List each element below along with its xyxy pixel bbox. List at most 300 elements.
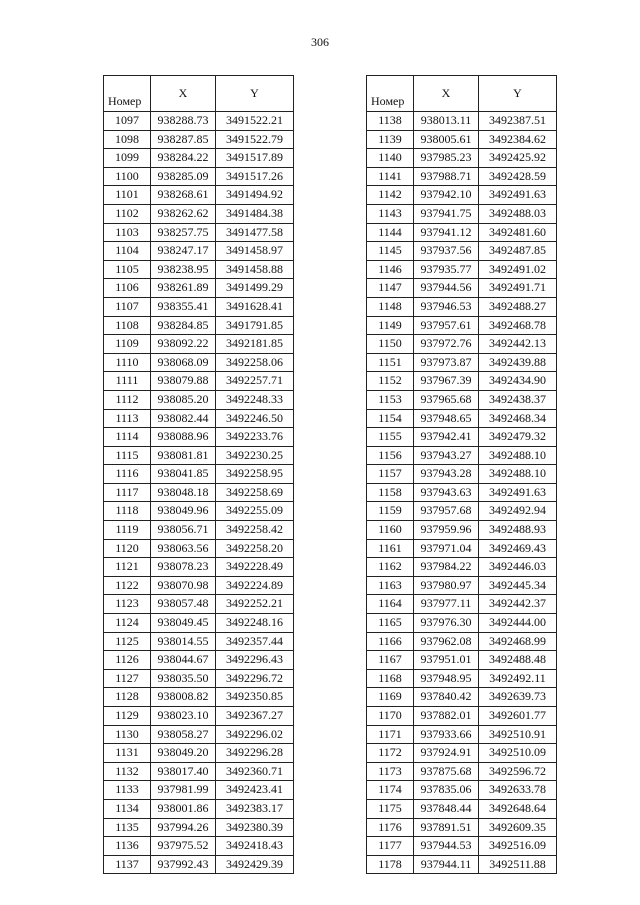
cell-y: 3492246.50 — [216, 409, 294, 428]
cell-number: 1106 — [104, 279, 151, 298]
cell-x: 937977.11 — [414, 595, 479, 614]
cell-x: 938079.88 — [151, 372, 216, 391]
cell-number: 1149 — [367, 316, 414, 335]
cell-y: 3492296.72 — [216, 669, 294, 688]
cell-x: 937967.39 — [414, 372, 479, 391]
cell-number: 1148 — [367, 297, 414, 316]
table-row — [367, 818, 557, 837]
cell-y: 3492442.13 — [479, 335, 557, 354]
cell-number: 1178 — [367, 855, 414, 874]
cell-x: 937965.68 — [414, 390, 479, 409]
cell-number: 1130 — [104, 725, 151, 744]
cell-y: 3491458.88 — [216, 260, 294, 279]
table-row — [104, 335, 294, 354]
cell-number: 1111 — [104, 372, 151, 391]
cell-number: 1121 — [104, 558, 151, 577]
table-row — [367, 632, 557, 651]
cell-y: 3492445.34 — [479, 576, 557, 595]
table-row — [104, 167, 294, 186]
cell-y: 3492181.85 — [216, 335, 294, 354]
table-row — [104, 483, 294, 502]
cell-y: 3492446.03 — [479, 558, 557, 577]
cell-y: 3492444.00 — [479, 614, 557, 633]
cell-y: 3492510.91 — [479, 725, 557, 744]
cell-x: 938268.61 — [151, 186, 216, 205]
table-row — [104, 149, 294, 168]
table-row — [104, 799, 294, 818]
column-header-x: X — [151, 76, 216, 112]
cell-y: 3492296.43 — [216, 651, 294, 670]
cell-x: 938005.61 — [414, 130, 479, 149]
cell-number: 1160 — [367, 521, 414, 540]
cell-number: 1131 — [104, 744, 151, 763]
table-row — [367, 149, 557, 168]
cell-x: 938014.55 — [151, 632, 216, 651]
table-row — [104, 688, 294, 707]
cell-number: 1140 — [367, 149, 414, 168]
table-row — [367, 762, 557, 781]
cell-y: 3492439.88 — [479, 353, 557, 372]
cell-number: 1128 — [104, 688, 151, 707]
cell-x: 938247.17 — [151, 242, 216, 261]
cell-x: 937944.53 — [414, 837, 479, 856]
cell-number: 1142 — [367, 186, 414, 205]
cell-x: 938056.71 — [151, 521, 216, 540]
cell-number: 1119 — [104, 521, 151, 540]
column-header-y: Y — [479, 76, 557, 112]
cell-y: 3492428.59 — [479, 167, 557, 186]
cell-y: 3492511.88 — [479, 855, 557, 874]
cell-y: 3491477.58 — [216, 223, 294, 242]
cell-y: 3492468.78 — [479, 316, 557, 335]
table-row — [367, 428, 557, 447]
cell-number: 1141 — [367, 167, 414, 186]
table-row — [104, 409, 294, 428]
cell-x: 938081.81 — [151, 446, 216, 465]
table-row — [104, 297, 294, 316]
table-row — [367, 483, 557, 502]
table-row — [104, 465, 294, 484]
cell-y: 3491522.21 — [216, 112, 294, 131]
table-row — [367, 409, 557, 428]
cell-x: 938008.82 — [151, 688, 216, 707]
cell-x: 937988.71 — [414, 167, 479, 186]
cell-y: 3492492.94 — [479, 502, 557, 521]
table-row — [104, 223, 294, 242]
cell-x: 938013.11 — [414, 112, 479, 131]
table-row — [104, 725, 294, 744]
table-row — [104, 762, 294, 781]
cell-y: 3492255.09 — [216, 502, 294, 521]
table-row — [367, 260, 557, 279]
cell-x: 938017.40 — [151, 762, 216, 781]
table-row — [104, 576, 294, 595]
cell-x: 937941.12 — [414, 223, 479, 242]
cell-x: 937941.75 — [414, 204, 479, 223]
cell-y: 3491628.41 — [216, 297, 294, 316]
cell-number: 1115 — [104, 446, 151, 465]
table-row — [367, 558, 557, 577]
cell-y: 3492425.92 — [479, 149, 557, 168]
cell-y: 3492491.63 — [479, 186, 557, 205]
cell-y: 3492488.48 — [479, 651, 557, 670]
table-row — [367, 186, 557, 205]
table-row — [104, 502, 294, 521]
cell-number: 1135 — [104, 818, 151, 837]
cell-number: 1144 — [367, 223, 414, 242]
cell-number: 1120 — [104, 539, 151, 558]
cell-x: 938088.96 — [151, 428, 216, 447]
cell-x: 937962.08 — [414, 632, 479, 651]
cell-y: 3492516.09 — [479, 837, 557, 856]
table-row — [367, 521, 557, 540]
cell-y: 3492479.32 — [479, 428, 557, 447]
cell-number: 1162 — [367, 558, 414, 577]
cell-y: 3492469.43 — [479, 539, 557, 558]
cell-x: 938035.50 — [151, 669, 216, 688]
table-row — [367, 353, 557, 372]
table-row — [367, 725, 557, 744]
cell-y: 3492601.77 — [479, 707, 557, 726]
cell-y: 3492488.03 — [479, 204, 557, 223]
cell-x: 938257.75 — [151, 223, 216, 242]
coordinates-table-right — [366, 75, 557, 874]
cell-number: 1136 — [104, 837, 151, 856]
cell-x: 938285.09 — [151, 167, 216, 186]
cell-number: 1145 — [367, 242, 414, 261]
table-row — [367, 390, 557, 409]
cell-number: 1157 — [367, 465, 414, 484]
cell-number: 1103 — [104, 223, 151, 242]
cell-y: 3492596.72 — [479, 762, 557, 781]
cell-y: 3492491.71 — [479, 279, 557, 298]
table-row — [367, 130, 557, 149]
cell-x: 938044.67 — [151, 651, 216, 670]
cell-x: 937848.44 — [414, 799, 479, 818]
table-row — [104, 614, 294, 633]
cell-x: 937946.53 — [414, 297, 479, 316]
cell-x: 937976.30 — [414, 614, 479, 633]
cell-y: 3491791.85 — [216, 316, 294, 335]
cell-x: 937975.52 — [151, 837, 216, 856]
cell-number: 1177 — [367, 837, 414, 856]
cell-y: 3492639.73 — [479, 688, 557, 707]
column-header-number: Номер — [104, 76, 151, 112]
cell-number: 1124 — [104, 614, 151, 633]
cell-x: 937985.23 — [414, 149, 479, 168]
cell-y: 3491458.97 — [216, 242, 294, 261]
table-row — [104, 781, 294, 800]
cell-x: 938082.44 — [151, 409, 216, 428]
table-row — [367, 279, 557, 298]
cell-x: 937959.96 — [414, 521, 479, 540]
cell-x: 937942.41 — [414, 428, 479, 447]
table-row — [367, 781, 557, 800]
table-row — [104, 521, 294, 540]
cell-number: 1109 — [104, 335, 151, 354]
cell-x: 937957.68 — [414, 502, 479, 521]
page-number: 306 — [311, 35, 329, 49]
cell-x: 937944.56 — [414, 279, 479, 298]
cell-number: 1166 — [367, 632, 414, 651]
cell-number: 1143 — [367, 204, 414, 223]
cell-x: 937971.04 — [414, 539, 479, 558]
cell-number: 1153 — [367, 390, 414, 409]
cell-number: 1151 — [367, 353, 414, 372]
cell-number: 1167 — [367, 651, 414, 670]
cell-number: 1129 — [104, 707, 151, 726]
cell-number: 1138 — [367, 112, 414, 131]
table-row — [367, 688, 557, 707]
cell-x: 937984.22 — [414, 558, 479, 577]
table-row — [367, 223, 557, 242]
cell-y: 3491494.92 — [216, 186, 294, 205]
cell-x: 938049.20 — [151, 744, 216, 763]
column-header-number: Номер — [367, 76, 414, 112]
cell-y: 3492224.89 — [216, 576, 294, 595]
cell-y: 3492384.62 — [479, 130, 557, 149]
cell-x: 937891.51 — [414, 818, 479, 837]
cell-x: 938284.22 — [151, 149, 216, 168]
cell-x: 938085.20 — [151, 390, 216, 409]
cell-x: 938262.62 — [151, 204, 216, 223]
cell-y: 3491484.38 — [216, 204, 294, 223]
cell-number: 1122 — [104, 576, 151, 595]
cell-x: 937943.27 — [414, 446, 479, 465]
cell-y: 3492383.17 — [216, 799, 294, 818]
table-row — [104, 353, 294, 372]
cell-number: 1156 — [367, 446, 414, 465]
cell-number: 1169 — [367, 688, 414, 707]
cell-number: 1134 — [104, 799, 151, 818]
cell-number: 1172 — [367, 744, 414, 763]
cell-y: 3492468.99 — [479, 632, 557, 651]
cell-y: 3492609.35 — [479, 818, 557, 837]
cell-y: 3492633.78 — [479, 781, 557, 800]
cell-y: 3491517.89 — [216, 149, 294, 168]
cell-number: 1147 — [367, 279, 414, 298]
column-header-y: Y — [216, 76, 294, 112]
cell-number: 1158 — [367, 483, 414, 502]
table-header-row — [367, 76, 557, 112]
cell-number: 1170 — [367, 707, 414, 726]
cell-x: 938355.41 — [151, 297, 216, 316]
cell-number: 1133 — [104, 781, 151, 800]
table-row — [104, 260, 294, 279]
cell-x: 938048.18 — [151, 483, 216, 502]
cell-number: 1175 — [367, 799, 414, 818]
table-row — [104, 446, 294, 465]
cell-number: 1108 — [104, 316, 151, 335]
cell-y: 3492481.60 — [479, 223, 557, 242]
cell-number: 1164 — [367, 595, 414, 614]
cell-x: 937980.97 — [414, 576, 479, 595]
column-header-x: X — [414, 76, 479, 112]
cell-y: 3492357.44 — [216, 632, 294, 651]
table-row — [104, 204, 294, 223]
cell-x: 937835.06 — [414, 781, 479, 800]
cell-y: 3492434.90 — [479, 372, 557, 391]
cell-number: 1146 — [367, 260, 414, 279]
table-row — [104, 651, 294, 670]
cell-y: 3492491.02 — [479, 260, 557, 279]
cell-number: 1112 — [104, 390, 151, 409]
cell-number: 1097 — [104, 112, 151, 131]
cell-y: 3492488.27 — [479, 297, 557, 316]
cell-number: 1105 — [104, 260, 151, 279]
table-row — [367, 112, 557, 131]
cell-number: 1161 — [367, 539, 414, 558]
cell-number: 1101 — [104, 186, 151, 205]
cell-x: 937933.66 — [414, 725, 479, 744]
cell-number: 1107 — [104, 297, 151, 316]
cell-x: 938284.85 — [151, 316, 216, 335]
table-header-row — [104, 76, 294, 112]
cell-y: 3492367.27 — [216, 707, 294, 726]
cell-y: 3492296.28 — [216, 744, 294, 763]
table-row — [104, 595, 294, 614]
cell-x: 938078.23 — [151, 558, 216, 577]
table-row — [367, 651, 557, 670]
cell-number: 1116 — [104, 465, 151, 484]
table-row — [104, 316, 294, 335]
cell-y: 3491499.29 — [216, 279, 294, 298]
cell-number: 1114 — [104, 428, 151, 447]
table-row — [104, 558, 294, 577]
cell-x: 938058.27 — [151, 725, 216, 744]
cell-y: 3492257.71 — [216, 372, 294, 391]
table-row — [367, 204, 557, 223]
cell-y: 3492258.95 — [216, 465, 294, 484]
cell-x: 938057.48 — [151, 595, 216, 614]
cell-number: 1118 — [104, 502, 151, 521]
cell-number: 1165 — [367, 614, 414, 633]
cell-y: 3492258.69 — [216, 483, 294, 502]
table-row — [367, 539, 557, 558]
cell-y: 3492360.71 — [216, 762, 294, 781]
cell-x: 938092.22 — [151, 335, 216, 354]
cell-number: 1150 — [367, 335, 414, 354]
table-row — [367, 372, 557, 391]
table-row — [104, 818, 294, 837]
cell-y: 3492442.37 — [479, 595, 557, 614]
cell-x: 937882.01 — [414, 707, 479, 726]
table-row — [367, 297, 557, 316]
table-row — [104, 669, 294, 688]
cell-x: 937937.56 — [414, 242, 479, 261]
cell-y: 3492418.43 — [216, 837, 294, 856]
cell-y: 3492228.49 — [216, 558, 294, 577]
cell-number: 1123 — [104, 595, 151, 614]
cell-number: 1125 — [104, 632, 151, 651]
table-row — [104, 186, 294, 205]
cell-x: 938238.95 — [151, 260, 216, 279]
table-row — [367, 446, 557, 465]
table-row — [367, 242, 557, 261]
cell-number: 1102 — [104, 204, 151, 223]
cell-y: 3492468.34 — [479, 409, 557, 428]
cell-y: 3492488.10 — [479, 465, 557, 484]
cell-x: 937942.10 — [414, 186, 479, 205]
cell-x: 938049.96 — [151, 502, 216, 521]
cell-number: 1163 — [367, 576, 414, 595]
coordinates-table-left — [103, 75, 294, 874]
cell-x: 937840.42 — [414, 688, 479, 707]
table-row — [104, 837, 294, 856]
table-row — [104, 744, 294, 763]
table-row — [367, 837, 557, 856]
table-row — [367, 335, 557, 354]
cell-y: 3492258.20 — [216, 539, 294, 558]
cell-number: 1173 — [367, 762, 414, 781]
table-row — [104, 632, 294, 651]
cell-number: 1110 — [104, 353, 151, 372]
cell-number: 1168 — [367, 669, 414, 688]
cell-x: 938068.09 — [151, 353, 216, 372]
cell-y: 3492510.09 — [479, 744, 557, 763]
cell-y: 3492648.64 — [479, 799, 557, 818]
table-row — [104, 279, 294, 298]
cell-number: 1099 — [104, 149, 151, 168]
cell-x: 937957.61 — [414, 316, 479, 335]
cell-x: 938287.85 — [151, 130, 216, 149]
cell-x: 938001.86 — [151, 799, 216, 818]
cell-number: 1117 — [104, 483, 151, 502]
cell-y: 3491522.79 — [216, 130, 294, 149]
cell-x: 937943.63 — [414, 483, 479, 502]
cell-y: 3492350.85 — [216, 688, 294, 707]
cell-y: 3492429.39 — [216, 855, 294, 874]
cell-number: 1154 — [367, 409, 414, 428]
cell-number: 1137 — [104, 855, 151, 874]
cell-x: 937948.65 — [414, 409, 479, 428]
table-row — [367, 744, 557, 763]
cell-y: 3492258.06 — [216, 353, 294, 372]
cell-x: 937994.26 — [151, 818, 216, 837]
table-row — [367, 614, 557, 633]
cell-y: 3492296.02 — [216, 725, 294, 744]
cell-y: 3492423.41 — [216, 781, 294, 800]
cell-y: 3492248.16 — [216, 614, 294, 633]
table-row — [367, 595, 557, 614]
cell-x: 938049.45 — [151, 614, 216, 633]
table-row — [367, 855, 557, 874]
cell-x: 937973.87 — [414, 353, 479, 372]
table-row — [104, 372, 294, 391]
table-row — [104, 707, 294, 726]
cell-y: 3492387.51 — [479, 112, 557, 131]
cell-y: 3492258.42 — [216, 521, 294, 540]
table-row — [104, 390, 294, 409]
cell-y: 3492488.10 — [479, 446, 557, 465]
cell-y: 3491517.26 — [216, 167, 294, 186]
cell-number: 1155 — [367, 428, 414, 447]
cell-x: 937981.99 — [151, 781, 216, 800]
table-row — [104, 242, 294, 261]
cell-x: 937972.76 — [414, 335, 479, 354]
cell-y: 3492488.93 — [479, 521, 557, 540]
table-row — [104, 539, 294, 558]
table-row — [367, 465, 557, 484]
cell-x: 937992.43 — [151, 855, 216, 874]
cell-x: 937944.11 — [414, 855, 479, 874]
cell-x: 938023.10 — [151, 707, 216, 726]
table-row — [367, 167, 557, 186]
table-row — [104, 112, 294, 131]
cell-number: 1104 — [104, 242, 151, 261]
cell-number: 1127 — [104, 669, 151, 688]
cell-number: 1159 — [367, 502, 414, 521]
